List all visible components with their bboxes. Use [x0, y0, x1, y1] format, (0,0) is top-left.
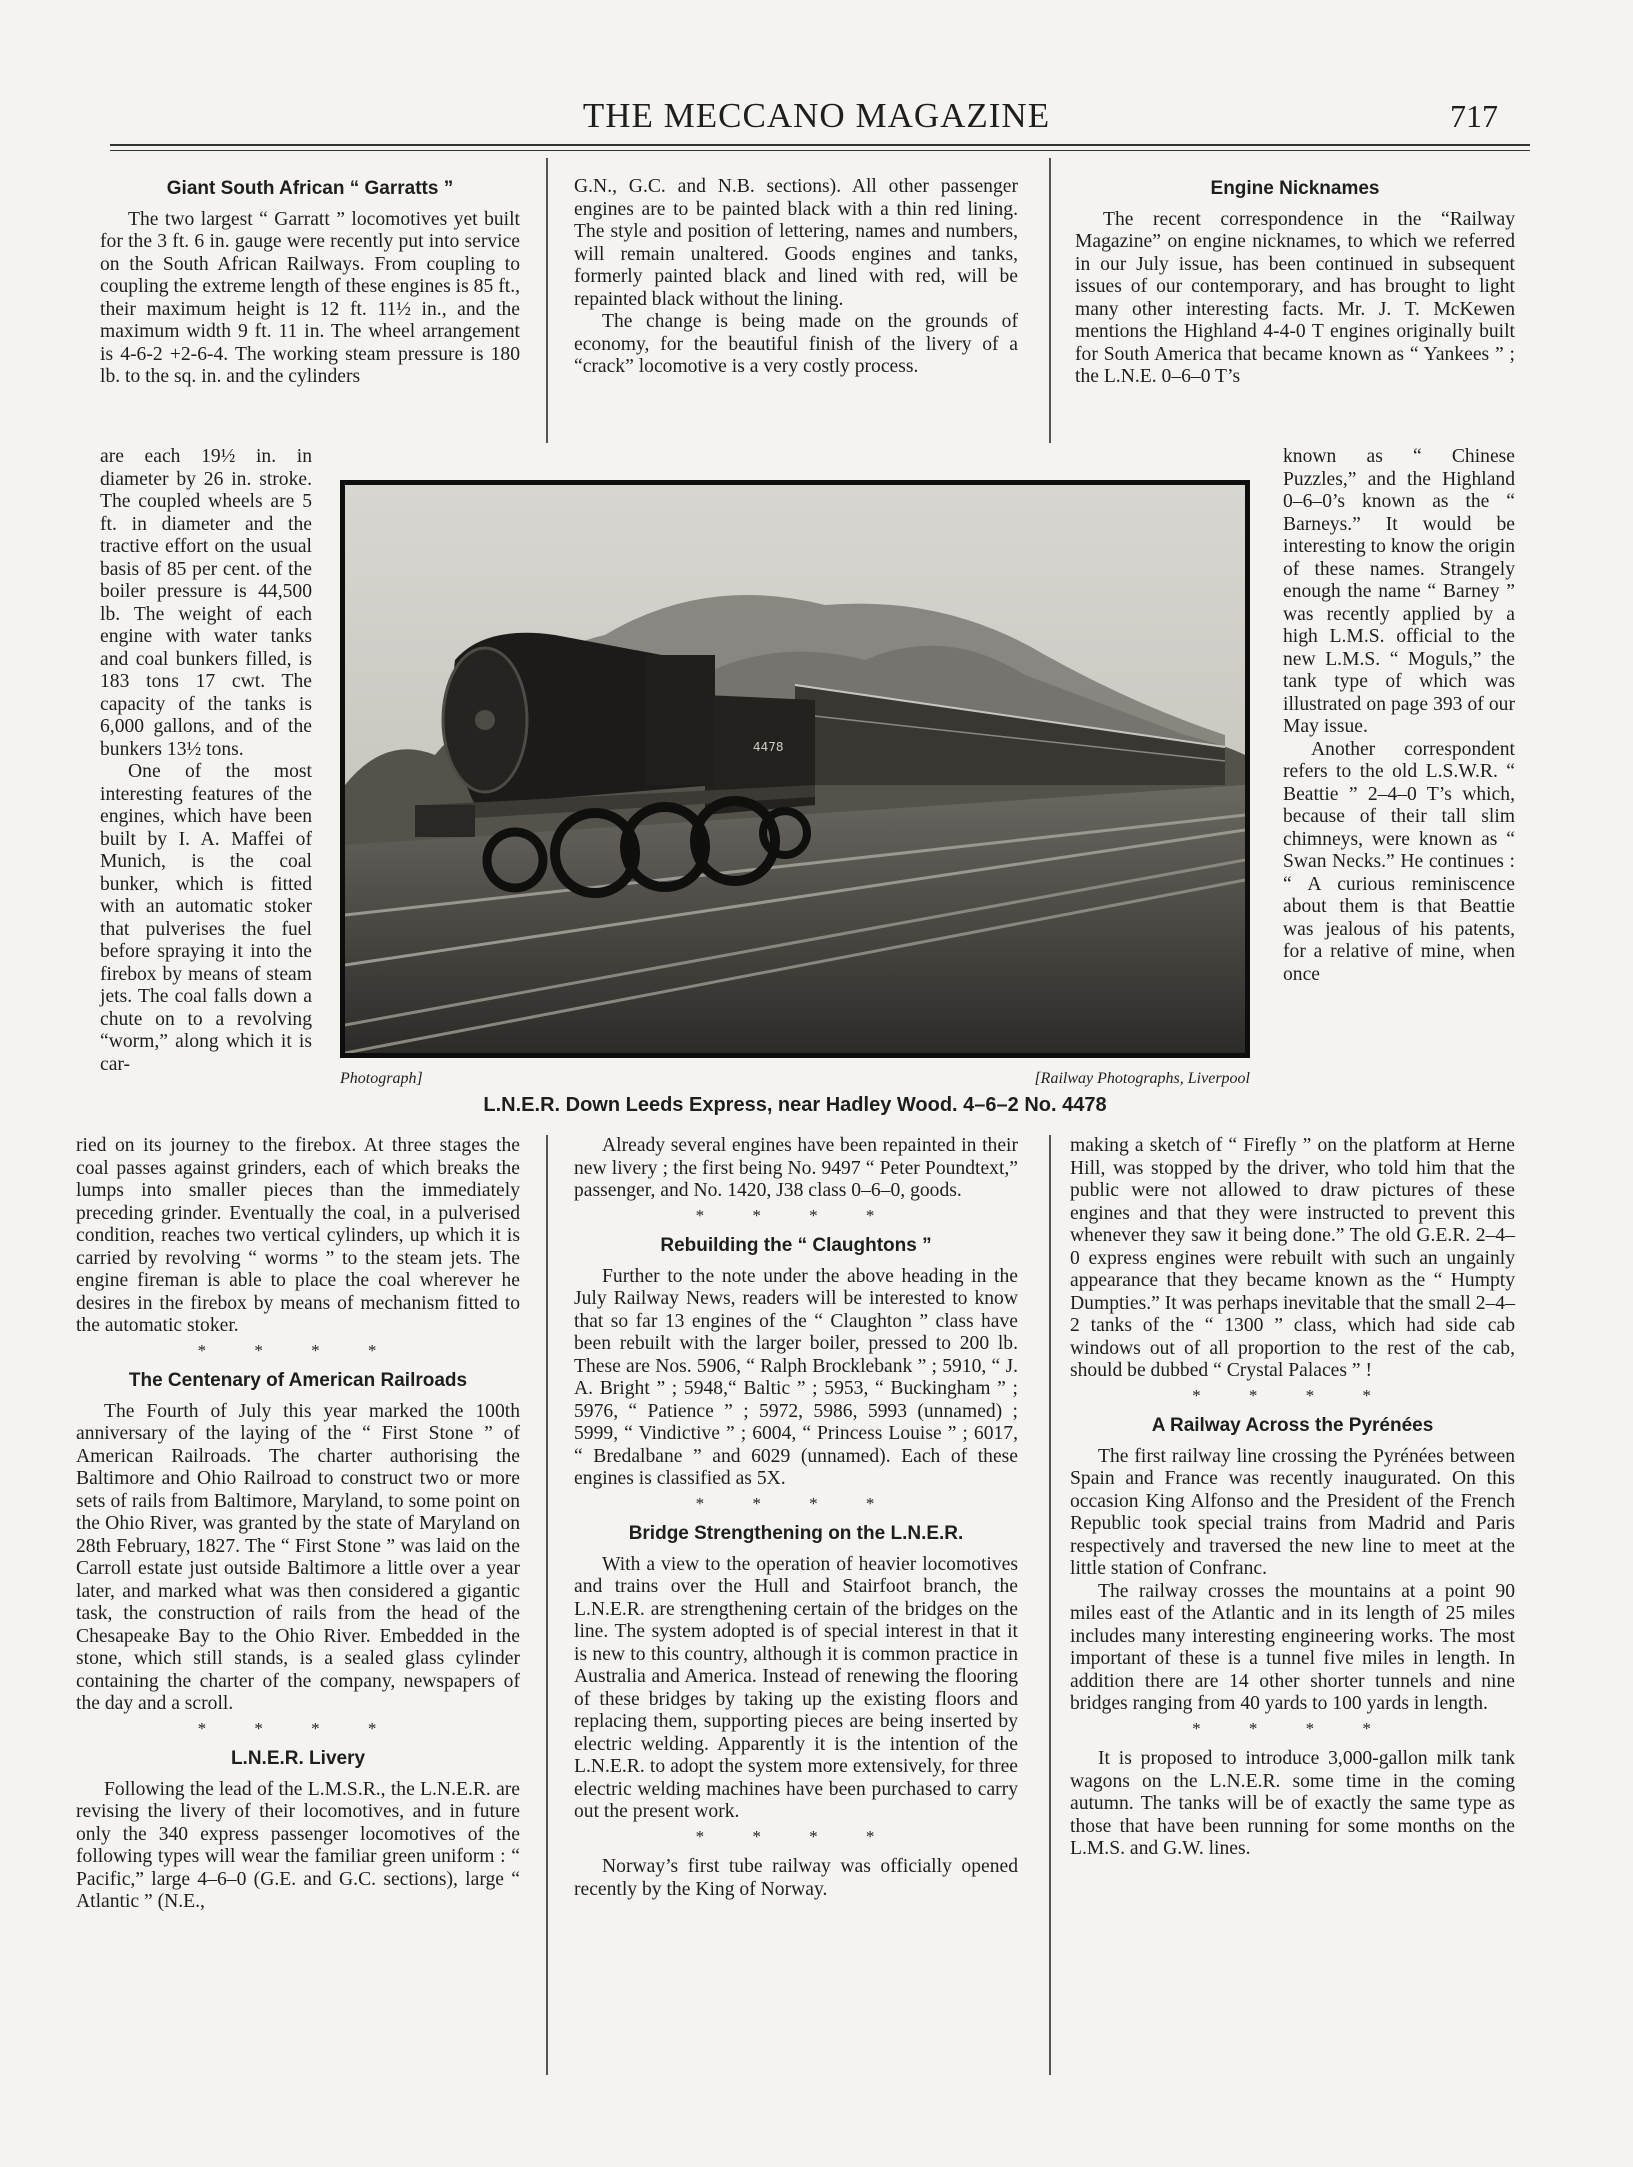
paragraph-milk-tanks: It is proposed to introduce 3,000-gallon milk tank wagons on the L.N.E.R. some time in the coming autumn. The tanks will be of exactly the same type as those that have been running for some months on the L.M.S. and G.W. lines.: [1070, 1748, 1515, 1859]
paragraph-bridge: With a view to the operation of heavier locomotives and trains over the Hull and Stairfoot branch, the L.N.E.R. are strengthening certain of the bridges on the line. The system adopted is of special interest in that it is new to this country, although it is common practice in Australia and America. Instead of renewing the flooring of these bridges by taking up the existing floors and replacing them, supporting pieces are being inserted by electric welding. Apparently it is the intention of the L.N.E.R. to adopt the system more extensively, for three electric welding machines have been purchased to carry out the present work.: [574, 1553, 1018, 1822]
column-1-top: [100, 176, 520, 389]
paragraph-centenary: The Fourth of July this year marked the 100th anniversary of the laying of the “ First Stone ” of American Railroads. The charter authorising the Baltimore and Ohio Railroad to construct two or more sets of rails from Baltimore, Maryland, to some point on the Ohio River, was granted by the state of Maryland on 28th February, 1827. The “ First Stone ” was laid on the Carroll estate just outside Baltimore a little over a year later, and marked what was then considered a gigantic task, the construction of rails from the head of the Chesapeake Bay to the Ohio River. Embedded in the stone, which still stands, is a sealed glass cylinder containing the charter of the company, newspapers of the day and a scroll.: [76, 1400, 520, 1714]
paragraph-livery-cont: G.N., G.C. and N.B. sections). All other passenger engines are to be painted black with a thin red lining. The style and position of lettering, names and numbers, will remain unaltered. Goods engines and tanks, formerly painted black and lined with red, will be repainted black without the lining.: [574, 176, 1018, 310]
header-rule-top: [110, 144, 1530, 146]
paragraph-nicknames-2-cont: making a sketch of “ Firefly ” on the platform at Herne Hill, was stopped by the driver, who told him that the public were not allowed to draw pictures of these engines and that they were instructed to prevent this whenever they saw it being done.” The old G.E.R. 2–4–0 express engines were rebuilt with such an ungainly appearance that they became known as the “ Humpty Dumpties.” It was perhaps inevitable that the small 2–4–2 tanks of the “ 1300 ” class, which had side cab windows out of all proportion to the rest of the cab, should be dubbed “ Crystal Palaces ” !: [1070, 1135, 1515, 1381]
section-separator: * * * *: [695, 1493, 897, 1513]
paragraph-livery-economy: The change is being made on the grounds of economy, for the beautiful finish of the livery of a “crack” locomotive is a very costly process.: [574, 311, 1018, 377]
heading-bridge: Bridge Strengthening on the L.N.E.R.: [628, 1523, 964, 1544]
magazine-title: THE MECCANO MAGAZINE: [582, 96, 1051, 135]
paragraph-livery: Following the lead of the L.M.S.R., the L.N.E.R. are revising the livery of their locomotives, and in future only the 340 express passenger locomotives of the following types will wear the familiar green uniform : “ Pacific,” large 4–6–0 (G.E. and G.C. sections), large “ Atlantic ” (N.E.,: [76, 1778, 520, 1912]
column-3-narrow: [1283, 446, 1515, 986]
photo-caption: L.N.E.R. Down Leeds Express, near Hadley Wood. 4–6–2 No. 4478: [483, 1094, 1107, 1116]
heading-claughtons: Rebuilding the “ Claughtons ”: [660, 1235, 932, 1256]
section-separator: * * * *: [695, 1205, 897, 1225]
paragraph-garratts-1: The two largest “ Garratt ” locomotives yet built for the 3 ft. 6 in. gauge were recently put into service on the South African Railways. From coupling to coupling the extreme length of these engines is 85 ft., their maximum height is 12 ft. 11½ in., and the maximum width 9 ft. 11 in. The wheel arrangement is 4-6-2 +2-6-4. The working steam pressure is 180 lb. to the sq. in. and the cylinders: [100, 208, 520, 387]
column-3-top: [1075, 176, 1515, 389]
heading-nicknames: Engine Nicknames: [1210, 178, 1380, 199]
paragraph-norway: Norway’s first tube railway was officially opened recently by the King of Norway.: [574, 1856, 1018, 1900]
page-number: 717: [1450, 98, 1498, 134]
heading-livery: L.N.E.R. Livery: [230, 1748, 366, 1769]
paragraph-nicknames-2: Another correspondent refers to the old L.S.W.R. “ Beattie ” 2–4–0 T’s which, because of their tall slim chimneys, were known as “ Swan Necks.” He continues : “ A curious reminiscence about them is that Beattie was jealous of his patents, for a relative of mine, when once: [1283, 738, 1515, 985]
paragraph-pyrenees-2: The railway crosses the mountains at a point 90 miles east of the Atlantic and in its length of 25 miles includes many interesting engineering works. The most important of these is a tunnel five miles in length. In addition there are 14 other shorter tunnels and nine bridges ranging from 40 yards to 100 yards in length.: [1070, 1580, 1515, 1714]
column-2-top: [574, 176, 1018, 379]
column-divider-1-top: [546, 158, 548, 443]
paragraph-garratts-2-cont: ried on its journey to the firebox. At three stages the coal passes against grinders, each of which breaks the lumps into smaller pieces than the immediately preceding grinder. Eventually the coal, in a pulverised condition, reaches two vertical cylinders, up which it is carried by revolving “ worms ” to the steam jets. The engine fireman is able to place the coal wherever he desires in the firebox by means of mechanism fitted to the automatic stoker.: [76, 1135, 520, 1336]
column-1-bottom: [76, 1135, 520, 1914]
paragraph-garratts-2: One of the most interesting features of the engines, which have been built by I. A. Maffei of Munich, is the coal bunker, which is fitted with an automatic stoker that pulverises the fuel before spraying it into the firebox by means of steam jets. The coal falls down a chute on to a revolving “worm,” along which it is car-: [100, 761, 312, 1075]
column-divider-1-bottom: [546, 1135, 548, 2075]
column-divider-2-top: [1049, 158, 1051, 443]
paragraph-garratts-1-cont: are each 19½ in. in diameter by 26 in. stroke. The coupled wheels are 5 ft. in diameter and the tractive effort on the usual basis of 85 per cent. of the boiler pressure is 44,500 lb. The weight of each engine with water tanks and coal bunkers filled, is 183 tons 17 cwt. The capacity of the tanks is 6,000 gallons, and of the bunkers 13½ tons.: [100, 446, 312, 760]
photo-credit-right: [Railway Photographs, Liverpool: [1034, 1070, 1250, 1087]
header-rule-bottom: [110, 150, 1530, 151]
heading-garratts: Giant South African “ Garratts ”: [166, 178, 454, 199]
paragraph-pyrenees-1: The first railway line crossing the Pyrénées between Spain and France was recently inaugurated. On this occasion King Alfonso and the President of the French Republic took special trains from Madrid and Paris respectively and traversed the new line to meet at the little station of Confranc.: [1070, 1445, 1515, 1579]
section-separator: * * * *: [197, 1718, 399, 1738]
section-separator: * * * *: [1192, 1385, 1393, 1405]
paragraph-new-livery: Already several engines have been repainted in their new livery ; the first being No. 9497 “ Peter Poundtext,” passenger, and No. 1420, J38 class 0–6–0, goods.: [574, 1135, 1018, 1201]
engine-number-label: 4478: [753, 740, 784, 754]
section-separator: * * * *: [197, 1340, 399, 1360]
section-separator: * * * *: [1192, 1718, 1393, 1738]
section-separator: * * * *: [695, 1826, 897, 1846]
paragraph-nicknames-1: The recent correspondence in the “Railway Magazine” on engine nicknames, to which we referred in our July issue, has been continued in subsequent issues of our contemporary, and has brought to light many other interesting facts. Mr. J. T. McKewen mentions the Highland 4-4-0 T engines originally built for South America that became known as “ Yankees ” ; the L.N.E. 0–6–0 T’s: [1075, 208, 1515, 387]
paragraph-nicknames-1-cont: known as “ Chinese Puzzles,” and the Highland 0–6–0’s known as the “ Barneys.” It would be interesting to know the origin of these names. Strangely enough the name “ Barney ” was recently applied by a high L.M.S. official to the new L.M.S. “ Moguls,” the tank type of which was illustrated on page 393 of our May issue.: [1283, 446, 1515, 737]
heading-centenary: The Centenary of American Railroads: [128, 1370, 468, 1391]
train-photograph: [340, 480, 1250, 1058]
paragraph-claughtons: Further to the note under the above heading in the July Railway News, readers will be interested to know that so far 13 engines of the “ Claughton ” class have been rebuilt with the larger boiler, pressed to 200 lb. These are Nos. 5906, “ Ralph Brocklebank ” ; 5910, “ J. A. Bright ” ; 5948,“ Baltic ” ; 5953, “ Buckingham ” ; 5976, “ Patience ” ; 5972, 5986, 5993 (unnamed) ; 5999, “ Vindictive ” ; 6004, “ Princess Louise ” ; 6017, “ Bredalbane ” and 6029 (unnamed). Each of these engines is classified as 5X.: [574, 1265, 1018, 1489]
column-3-bottom: [1070, 1135, 1515, 1861]
photo-credit-left: Photograph]: [340, 1070, 423, 1087]
column-2-bottom: [574, 1135, 1018, 1901]
column-1-narrow: [100, 446, 312, 1076]
column-divider-2-bottom: [1049, 1135, 1051, 2075]
heading-pyrenees: A Railway Across the Pyrénées: [1151, 1415, 1434, 1436]
